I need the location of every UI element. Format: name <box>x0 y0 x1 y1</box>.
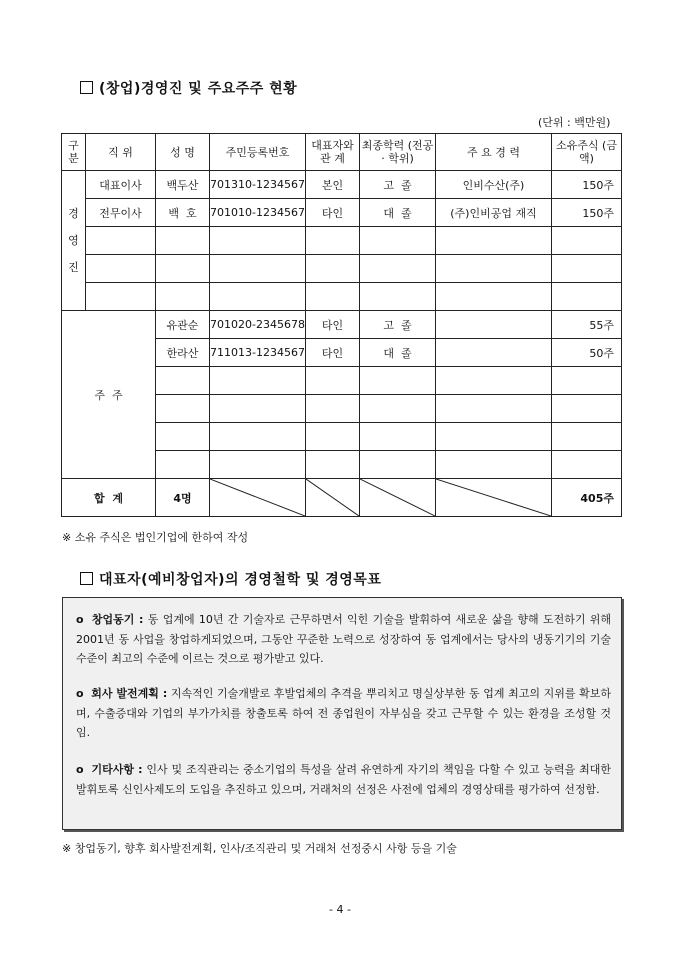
diagonal-cell <box>436 479 552 517</box>
section2-title: 대표자(예비창업자)의 경영철학 및 경영목표 <box>80 569 381 589</box>
philosophy-goals-box <box>62 597 622 830</box>
cell-name: 유관순 <box>156 311 210 339</box>
management-label: 경 영 진 <box>68 207 79 274</box>
goal-item-motivation <box>76 610 611 669</box>
total-label: 합 계 <box>62 479 156 517</box>
cell-career: 인비수산(주) <box>436 171 552 199</box>
cell-relation: 타인 <box>306 311 360 339</box>
diagonal-cell <box>360 479 436 517</box>
section2-note: ※ 창업동기, 향후 회사발전계획, 인사/조직관리 및 거래처 선정중시 사항 등을 기술 <box>62 842 457 855</box>
cell-id: 701310-1234567 <box>210 171 306 199</box>
cell-education: 대 졸 <box>360 199 436 227</box>
cell-id: 711013-1234567 <box>210 339 306 367</box>
cell-education: 고 졸 <box>360 311 436 339</box>
management-shareholder-table <box>61 133 622 517</box>
table-row <box>62 171 622 199</box>
header-name: 성 명 <box>156 134 210 171</box>
cell-shares: 150주 <box>552 171 622 199</box>
goal-item-text: 인사 및 조직관리는 중소기업의 특성을 살려 유연하게 자기의 책임을 다할 수 있고 능력을 최대한 발휘토록 신인사제도의 도입을 추진하고 있으며, 거래처의 선정은 사전에 업체의 경영상태를 평가하여 선정함. <box>76 763 612 796</box>
cell-name: 백 호 <box>156 199 210 227</box>
diagonal-cell <box>210 479 306 517</box>
table-row-empty <box>62 227 622 255</box>
header-career: 주 요 경 력 <box>436 134 552 171</box>
cell-id: 701010-1234567 <box>210 199 306 227</box>
diagonal-cell <box>306 479 360 517</box>
goal-item-label: 창업동기 : <box>91 613 144 626</box>
goal-item-text: 지속적인 기술개발로 후발업체의 추격을 뿌리치고 명실상부한 동 업계 최고의 지위를 확보하며, 수출증대와 기업의 부가가치를 창출토록 하여 전 종업원이 자부심을 갖고 근무할 수 있는 환경을 조성할 것임. <box>76 687 611 739</box>
header-id-number: 주민등록번호 <box>210 134 306 171</box>
cell-name: 한라산 <box>156 339 210 367</box>
cell-career: (주)인비공업 재직 <box>436 199 552 227</box>
checkbox-square-icon <box>80 81 93 94</box>
cell-education: 고 졸 <box>360 171 436 199</box>
cell-relation: 본인 <box>306 171 360 199</box>
cell-id: 701020-2345678 <box>210 311 306 339</box>
cell-shares: 50주 <box>552 339 622 367</box>
table-row-empty <box>62 283 622 311</box>
goal-item-other <box>76 760 611 799</box>
header-position: 직 위 <box>86 134 156 171</box>
total-count: 4명 <box>156 479 210 517</box>
table-row <box>62 199 622 227</box>
goal-item-label: 기타사항 : <box>91 763 143 776</box>
header-education: 최종학력 (전공 · 학위) <box>360 134 436 171</box>
management-category-cell <box>62 171 86 311</box>
shareholder-category-cell: 주 주 <box>62 311 156 479</box>
cell-career <box>436 311 552 339</box>
unit-label: (단위 : 백만원) <box>538 116 611 129</box>
cell-position: 대표이사 <box>86 171 156 199</box>
header-category: 구분 <box>62 134 86 171</box>
section1-note: ※ 소유 주식은 법인기업에 한하여 작성 <box>62 531 249 544</box>
cell-relation: 타인 <box>306 339 360 367</box>
table-header-row <box>62 134 622 171</box>
section1-title: (창업)경영진 및 주요주주 현황 <box>80 78 297 98</box>
goal-item-development-plan <box>76 684 611 743</box>
cell-name: 백두산 <box>156 171 210 199</box>
page-number: - 4 - <box>329 903 351 916</box>
checkbox-square-icon <box>80 572 93 585</box>
cell-relation: 타인 <box>306 199 360 227</box>
bullet-icon: o <box>76 613 84 626</box>
cell-shares: 55주 <box>552 311 622 339</box>
table-row <box>62 311 622 339</box>
goal-item-label: 회사 발전계획 : <box>91 687 168 700</box>
cell-career <box>436 339 552 367</box>
cell-shares: 150주 <box>552 199 622 227</box>
cell-education: 대 졸 <box>360 339 436 367</box>
header-relation: 대표자와 관 계 <box>306 134 360 171</box>
bullet-icon: o <box>76 687 84 700</box>
bullet-icon: o <box>76 763 84 776</box>
goal-item-text: 동 업계에 10년 간 기술자로 근무하면서 익힌 기술을 발휘하여 새로운 삶을 향해 도전하기 위해 2001년 동 사업을 창업하게되었으며, 그동안 꾸준한 노력으로 성장하여 동 업계에서는 당사의 냉동기기의 기술수준이 최고의 수준에 이르는 것으로 평가받고 있다. <box>76 613 612 665</box>
cell-position: 전무이사 <box>86 199 156 227</box>
total-shares: 405주 <box>552 479 622 517</box>
table-row-empty <box>62 255 622 283</box>
header-shares: 소유주식 (금 액) <box>552 134 622 171</box>
total-row <box>62 479 622 517</box>
